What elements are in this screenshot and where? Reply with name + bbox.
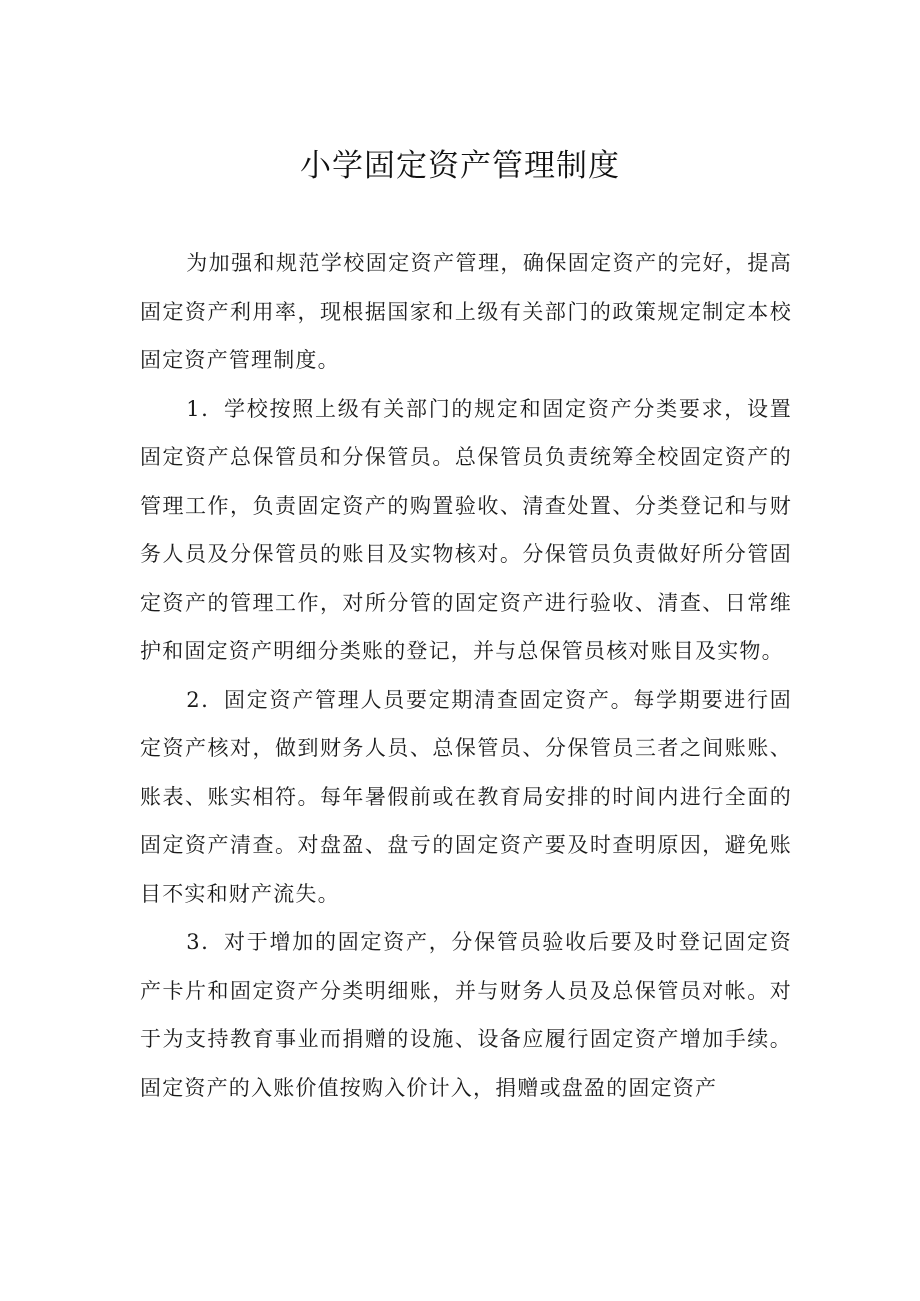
intro-paragraph: 为加强和规范学校固定资产管理，确保固定资产的完好，提高固定资产利用率，现根据国家和上级有关部门的政策规定制定本校固定资产管理制度。 [140, 251, 792, 372]
clause-2-paragraph: 2．固定资产管理人员要定期清查固定资产。每学期要进行固定资产核对，做到财务人员、总保管员、分保管员三者之间账账、账表、账实相符。每年暑假前或在教育局安排的时间内进行全面的固定资产清查。对盘盈、盘亏的固定资产要及时查明原因，避免账目不实和财产流失。 [140, 687, 792, 906]
clause-3-paragraph: 3．对于增加的固定资产，分保管员验收后要及时登记固定资产卡片和固定资产分类明细账，并与财务人员及总保管员对帐。对于为支持教育事业而捐赠的设施、设备应履行固定资产增加手续。固定资产的入账价值按购入价计入，捐赠或盘盈的固定资产 [140, 930, 792, 1100]
document-body [140, 239, 792, 1112]
document-title: 小学固定资产管理制度 [300, 148, 620, 184]
clause-1-paragraph: 1．学校按照上级有关部门的规定和固定资产分类要求，设置固定资产总保管员和分保管员。总保管员负责统筹全校固定资产的管理工作，负责固定资产的购置验收、清查处置、分类登记和与财务人员及分保管员的账目及实物核对。分保管员负责做好所分管固定资产的管理工作，对所分管的固定资产进行验收、清查、日常维护和固定资产明细分类账的登记，并与总保管员核对账目及实物。 [140, 396, 792, 663]
